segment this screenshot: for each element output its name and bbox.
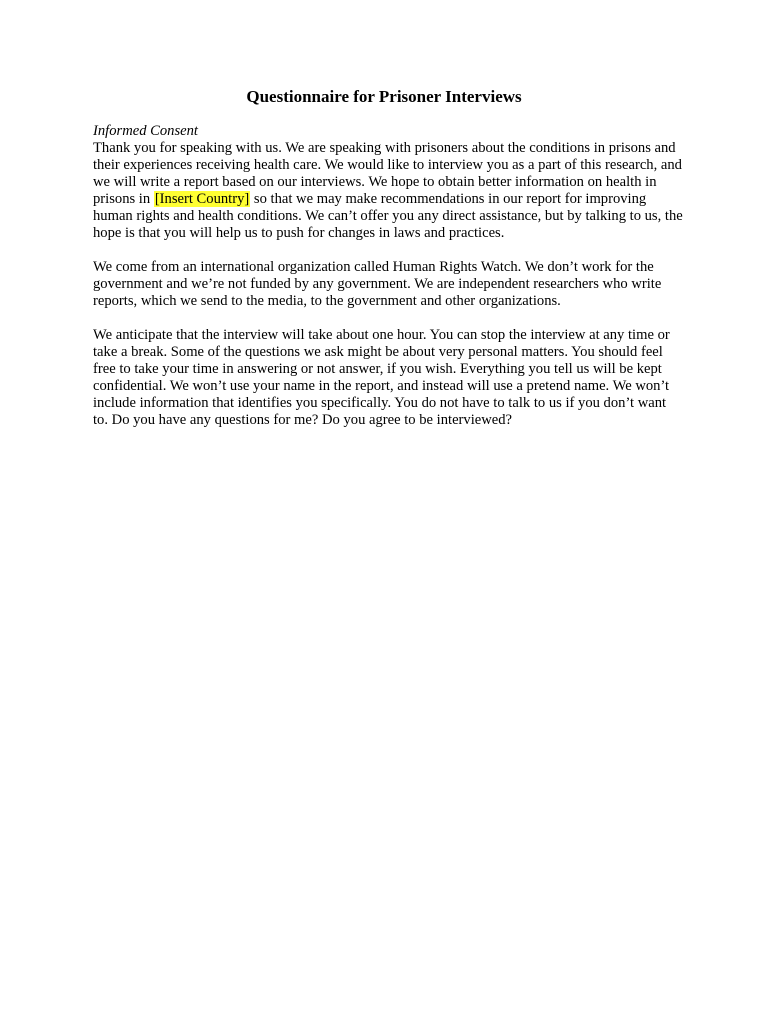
paragraph-consent [93,140,683,242]
insert-country-highlight: [Insert Country] [154,191,250,207]
paragraph-organization: We come from an international organization called Human Rights Watch. We don’t work for the government and we’re not funded by any government. We are independent researchers who write reports, which we send to the media, to the government and other organizations. [93,259,662,309]
paragraph-consent-text-start: Thank you for speaking with us. We are speaking with prisoners about the conditions in prisons and their experiences receiving health care. We would like to interview you as a part of this research, and we will write a report based on our interviews. We hope to obtain better information on health in prisons in [93,140,682,207]
document-body [93,123,683,446]
paragraph-interview-terms: We anticipate that the interview will take about one hour. You can stop the interview at any time or take a break. Some of the questions we ask might be about very personal matters. You should feel free to take your time in answering or not answer, if you wish. Everything you tell us will be kept confidential. We won’t use your name in the report, and instead will use a pretend name. We won’t include information that identifies you specifically. You do not have to talk to us if you don’t want to. Do you have any questions for me? Do you agree to be interviewed? [93,327,670,428]
section-heading: Informed Consent [93,123,198,139]
paragraph-consent-text-end: so that we may make recommendations in our report for improving human rights and health conditions. We can’t offer you any direct assistance, but by talking to us, the hope is that you will help us to push for changes in laws and practices. [93,191,683,241]
document-title: Questionnaire for Prisoner Interviews [246,87,522,106]
